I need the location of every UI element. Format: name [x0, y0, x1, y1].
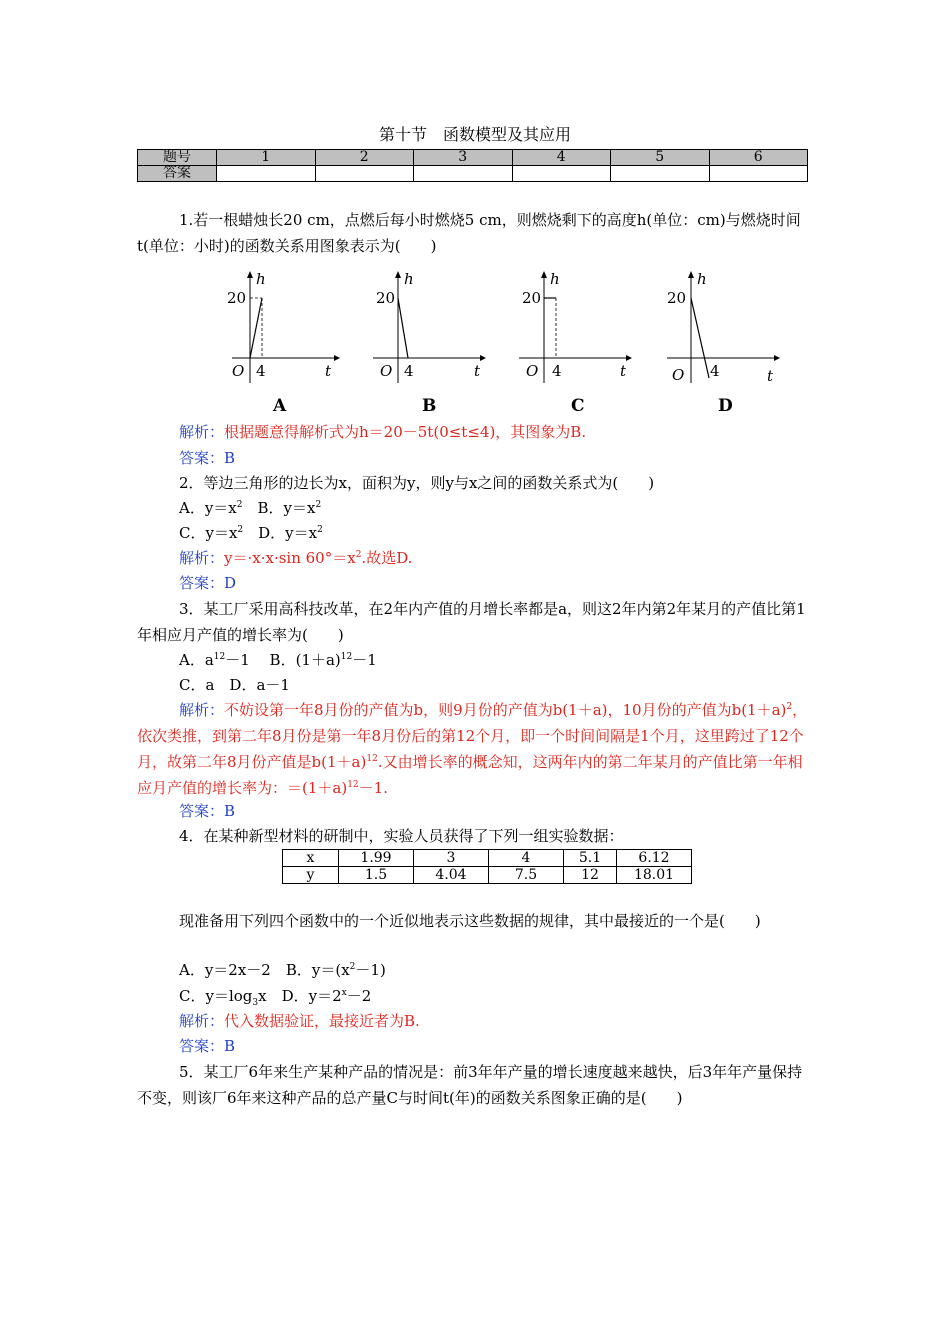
- q4-text2: 现准备用下列四个函数中的一个近似地表示这些数据的规律，其中最接近的一个是( ): [179, 912, 761, 930]
- table-row: [283, 850, 692, 867]
- table-cell: 7.5: [489, 867, 564, 884]
- graph-d: [662, 268, 782, 388]
- table-cell: 3: [414, 850, 489, 867]
- q2-analysis: 解析：y＝·x·x·sin $60^\circ=x^2$.故选D.: [179, 549, 413, 567]
- axis-label-h: h: [404, 270, 414, 288]
- answer-table-number: 2: [315, 150, 414, 166]
- origin-label: O: [232, 362, 245, 380]
- answer-cell[interactable]: [512, 166, 611, 182]
- table-cell: 4: [489, 850, 564, 867]
- tick-20: 20: [227, 289, 247, 307]
- q4-answer: 答案：B: [179, 1037, 236, 1055]
- graph-label-b: B: [422, 396, 437, 416]
- graph-label-c: C: [571, 396, 585, 416]
- graph-label-d: D: [718, 396, 733, 416]
- tick-4: 4: [404, 362, 414, 380]
- origin-label: O: [526, 362, 539, 380]
- answer-table-number: 4: [512, 150, 611, 166]
- tick-20: 20: [376, 289, 396, 307]
- graph-label-a: A: [273, 396, 287, 416]
- q1-text: 1.若一根蜡烛长20 cm，点燃后每小时燃烧5 cm，则燃烧剩下的高度h(单位：cm)与燃烧时间t(单位：小时)的函数关系用图象表示为( ): [137, 211, 801, 255]
- axis-label-h: h: [256, 270, 266, 288]
- q2-options-cd: C．$y=x^2$ D．$y=x^2$: [179, 524, 323, 542]
- page-title: 第十节 函数模型及其应用: [378, 125, 571, 144]
- origin-label: O: [672, 366, 685, 384]
- table-cell: 18.01: [617, 867, 692, 884]
- tick-20: 20: [522, 289, 542, 307]
- q2-options-ab: A．$y=x^2$ B．$y=x^2$: [179, 499, 322, 517]
- q4-analysis: [179, 1008, 420, 1034]
- table-cell: 6.12: [617, 850, 692, 867]
- answer-cell[interactable]: [611, 166, 710, 182]
- analysis-label: 解析：: [179, 1012, 225, 1030]
- analysis-label: 解析：: [179, 549, 225, 567]
- q4-options-ab: A．y＝2x－2 B．$y=(x^2-1)$: [179, 961, 386, 979]
- graph-c: [514, 268, 634, 388]
- axis-label-t: t: [767, 367, 774, 385]
- q3-options-cd: C．a D．a－1: [179, 676, 290, 694]
- answer-table-answer-label: 答案: [138, 166, 217, 182]
- tick-4: 4: [552, 362, 562, 380]
- answer-table: [137, 149, 808, 182]
- tick-4: 4: [710, 362, 720, 380]
- table-cell: 4.04: [414, 867, 489, 884]
- q1-answer: 答案：B: [179, 449, 236, 467]
- table-cell: y: [283, 867, 339, 884]
- answer-table-number-label: 题号: [138, 150, 217, 166]
- table-cell: x: [283, 850, 339, 867]
- answer-table-number: 3: [414, 150, 513, 166]
- q1-analysis: [179, 419, 586, 445]
- answer-cell[interactable]: [709, 166, 808, 182]
- q4-options-cd: C．$y=\log_3x$ D．$y=2^x-2$: [179, 987, 372, 1008]
- axis-label-t: t: [620, 362, 627, 380]
- table-cell: 1.5: [339, 867, 414, 884]
- answer-table-number-row: [138, 150, 808, 166]
- q2-text: 2．等边三角形的边长为x，面积为y，则y与x之间的函数关系式为( ): [179, 474, 655, 492]
- graph-a: [222, 268, 342, 388]
- q3-text: 3．某工厂采用高科技改革，在2年内产值的月增长率都是a，则这2年内第2年某月的产值比第1年相应月产值的增长率为( ): [137, 600, 806, 644]
- q2-answer: 答案：D: [179, 574, 237, 592]
- answer-table-number: 6: [709, 150, 808, 166]
- table-cell: 5.1: [564, 850, 617, 867]
- analysis-label: 解析：: [179, 701, 225, 719]
- answer-cell[interactable]: [414, 166, 513, 182]
- origin-label: O: [380, 362, 393, 380]
- analysis-label: 解析：: [179, 423, 225, 441]
- tick-20: 20: [667, 289, 687, 307]
- q4-text: 4．在某种新型材料的研制中，实验人员获得了下列一组实验数据：: [179, 827, 624, 845]
- axis-label-h: h: [550, 270, 560, 288]
- answer-table-number: 1: [217, 150, 316, 166]
- answer-table-number: 5: [611, 150, 710, 166]
- answer-cell[interactable]: [217, 166, 316, 182]
- graph-b: [368, 268, 488, 388]
- table-row: [283, 867, 692, 884]
- answer-table-answer-row: [138, 166, 808, 182]
- q4-data-table: [282, 849, 692, 884]
- table-cell: 1.99: [339, 850, 414, 867]
- q5-text: 5．某工厂6年来生产某种产品的情况是：前3年年产量的增长速度越来越快，后3年年产量保持不变，则该厂6年来这种产品的总产量C与时间t(年)的函数关系图象正确的是( ): [137, 1063, 803, 1107]
- axis-label-h: h: [697, 270, 707, 288]
- analysis-text: 根据题意得解析式为h＝20－5t(0≤t≤4)，其图象为B.: [224, 423, 587, 441]
- q3-analysis: 解析：不妨设第一年8月份的产值为b，则9月份的产值为b(1＋a)，10月份的产值为$b(1+a)^2$，依次类推，到第二年8月份是第一年8月份后的第12个月，即一个时间间隔是1个月，这里跨过了12个月，故第二年8月份产值是$b(1+a)^{12}$.又由增长率的概念知，这两年内的第二年某月的产值比第一年相应月产值的增长率为：$=(1+a)^{12}-1$.: [137, 701, 808, 797]
- analysis-text: 代入数据验证，最接近者为B.: [224, 1012, 420, 1030]
- tick-4: 4: [256, 362, 266, 380]
- answer-cell[interactable]: [315, 166, 414, 182]
- table-cell: 12: [564, 867, 617, 884]
- axis-label-t: t: [474, 362, 481, 380]
- q3-answer: 答案：B: [179, 802, 236, 820]
- q3-options-ab: A．$a^{12}-1$ B．$(1+a)^{12}-1$: [179, 651, 377, 669]
- axis-label-t: t: [325, 362, 332, 380]
